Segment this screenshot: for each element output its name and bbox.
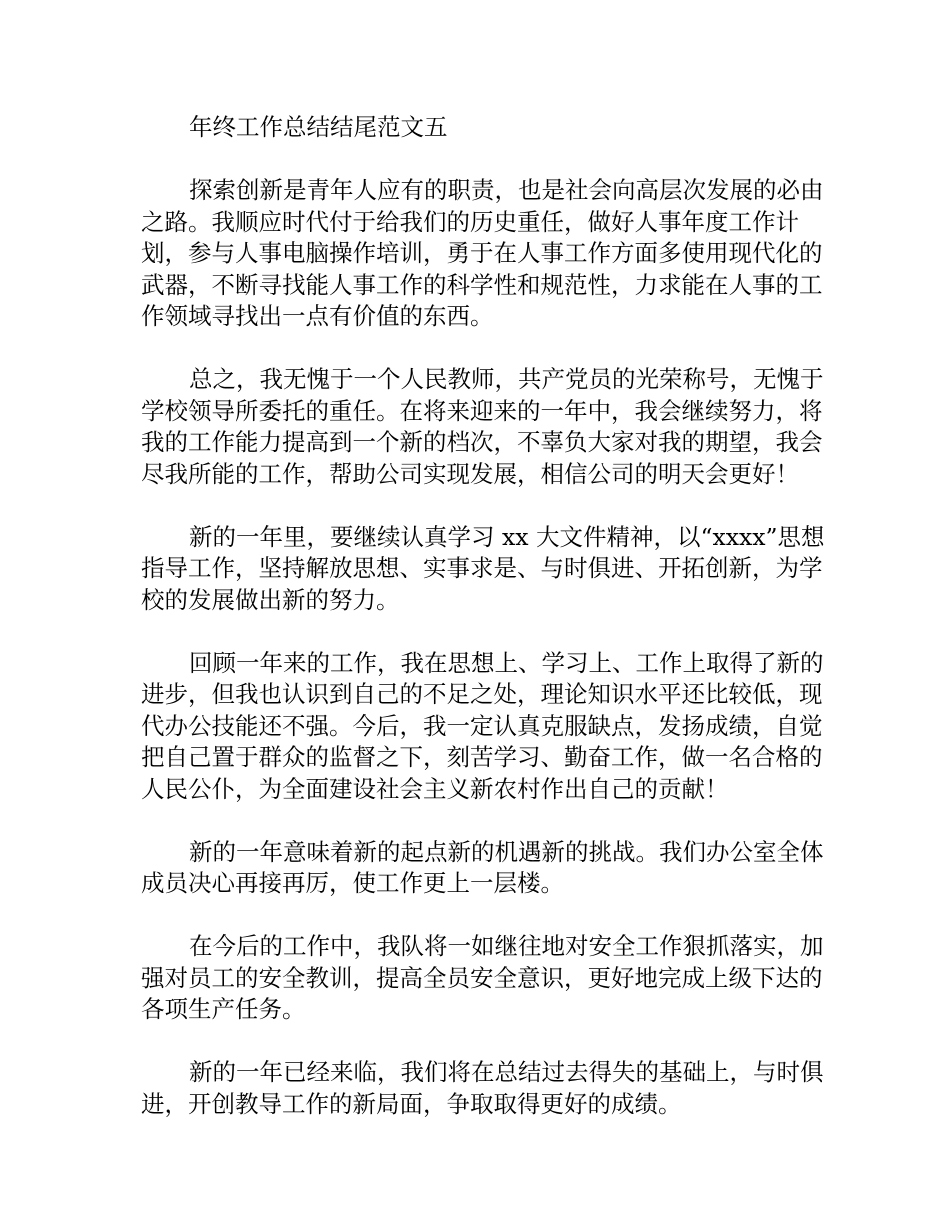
paragraph: 在今后的工作中，我队将一如继往地对安全工作狠抓落实，加强对员工的安全教训，提高全员安全意识，更好地完成上级下达的各项生产任务。 [141,932,824,1023]
paragraph: 探索创新是青年人应有的职责，也是社会向高层次发展的必由之路。我顺应时代付于给我们的历史重任，做好人事年度工作计划，参与人事电脑操作培训，勇于在人事工作方面多使用现代化的武器，不断寻找能人事工作的科学性和规范性，力求能在人事的工作领域寻找出一点有价值的东西。 [141,176,824,330]
document-title: 年终工作总结结尾范文五 [189,113,448,141]
paragraph: 新的一年意味着新的起点新的机遇新的挑战。我们办公室全体成员决心再接再厉，使工作更上一层楼。 [141,837,824,897]
paragraph: 总之，我无愧于一个人民教师，共产党员的光荣称号，无愧于学校领导所委托的重任。在将来迎来的一年中，我会继续努力，将我的工作能力提高到一个新的档次，不辜负大家对我的期望，我会尽我所能的工作，帮助公司实现发展，相信公司的明天会更好！ [141,365,824,488]
paragraph: 新的一年已经来临，我们将在总结过去得失的基础上，与时俱进，开创教导工作的新局面，争取取得更好的成绩。 [141,1058,824,1118]
document-body [141,112,831,1152]
paragraph: 新的一年里，要继续认真学习 xx 大文件精神，以“xxxx”思想指导工作，坚持解放思想、实事求是、与时俱进、开拓创新，为学校的发展做出新的努力。 [141,522,825,614]
paragraph: 回顾一年来的工作，我在思想上、学习上、工作上取得了新的进步，但我也认识到自己的不足之处，理论知识水平还比较低，现代办公技能还不强。今后，我一定认真克服缺点，发扬成绩，自觉把自己置于群众的监督之下，刻苦学习、勤奋工作，做一名合格的人民公仆，为全面建设社会主义新农村作出自己的贡献！ [141,648,824,803]
